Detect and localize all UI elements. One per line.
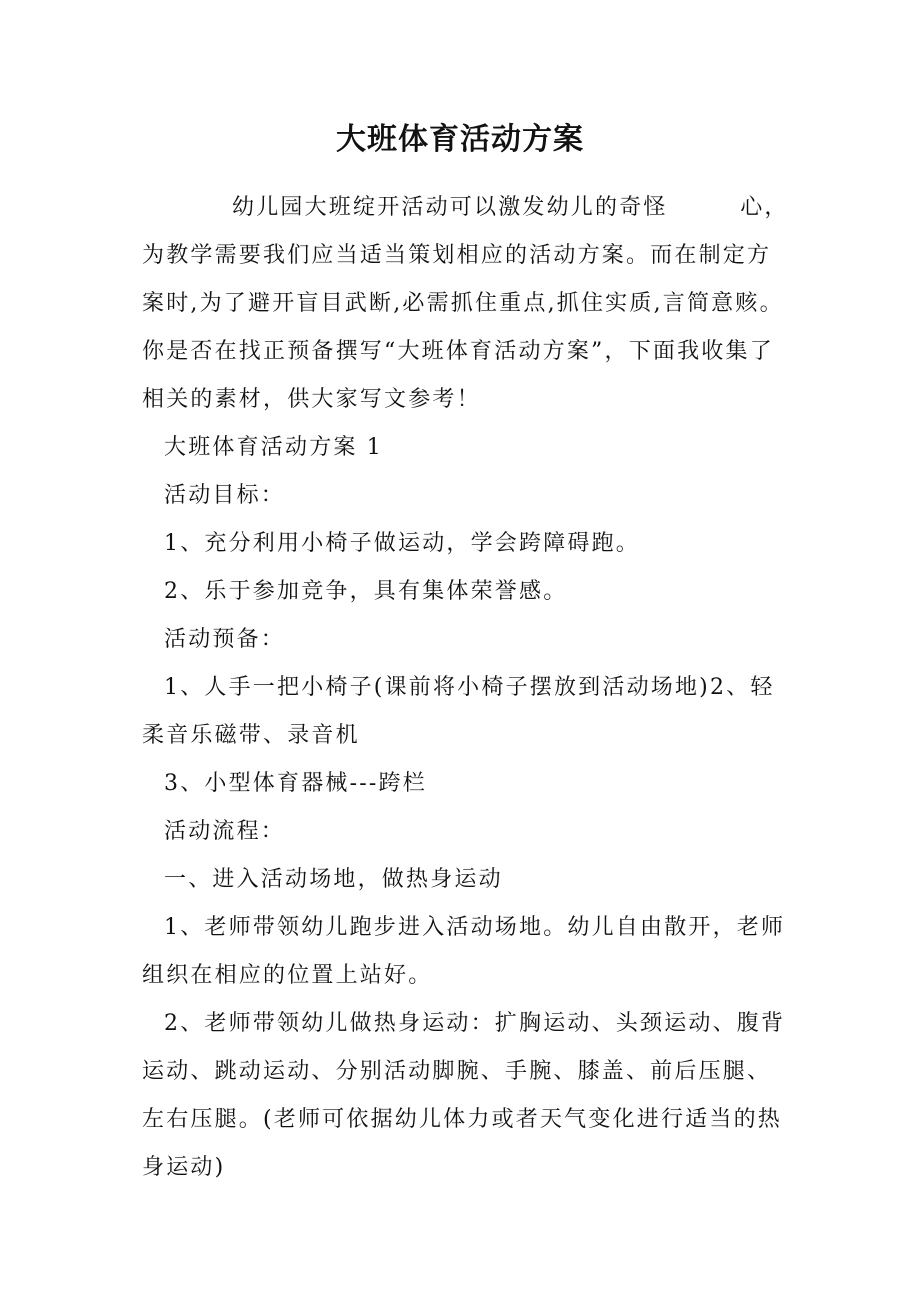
section-heading-plan-1: 大班体育活动方案 1 (164, 435, 383, 460)
document-title: 大班体育活动方案 (336, 122, 584, 157)
process-item-2: 2、老师带领幼儿做热身运动：扩胸运动、头颈运动、腹背运动、跳动运动、分别活动脚腕、手腕、膝盖、前后压腿、左右压腿。(老师可依据幼儿体力或者天气变化进行适当的热身运动) (142, 1011, 786, 1180)
heading-activity-goals: 活动目标： (164, 483, 286, 508)
process-step-1: 一、进入活动场地，做热身运动 (164, 867, 503, 892)
goal-item-1: 1、充分利用小椅子做运动，学会跨障碍跑。 (164, 531, 640, 556)
heading-activity-preparation: 活动预备： (164, 627, 286, 652)
preparation-item-1-2: 1、人手一把小椅子(课前将小椅子摆放到活动场地)2、轻柔音乐磁带、录音机 (142, 675, 775, 748)
document-body (142, 184, 792, 1192)
preparation-item-3: 3、小型体育器械---跨栏 (164, 771, 427, 796)
process-item-1: 1、老师带领幼儿跑步进入活动场地。幼儿自由散开，老师组织在相应的位置上站好。 (142, 915, 786, 988)
heading-activity-process: 活动流程： (164, 819, 286, 844)
goal-item-2: 2、乐于参加竞争，具有集体荣誉感。 (164, 579, 568, 604)
intro-paragraph: 幼儿园大班绽开活动可以激发幼儿的奇怪 心，为教学需要我们应当适当策划相应的活动方案。而在制定方案时,为了避开盲目武断,必需抓住重点,抓住实质,言简意赅。你是否在找正预备撰写“大班体育活动方案”，下面我收集了相关的素材，供大家写文参考！ (142, 195, 789, 412)
